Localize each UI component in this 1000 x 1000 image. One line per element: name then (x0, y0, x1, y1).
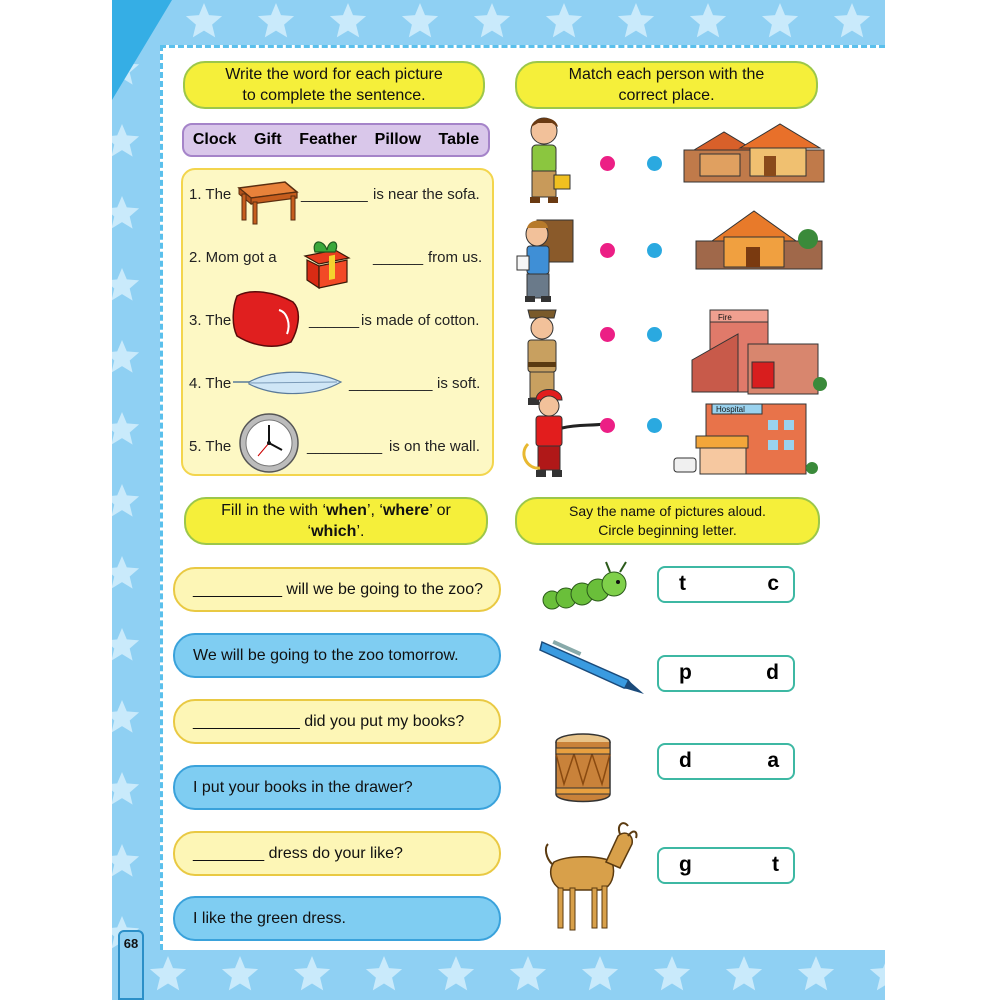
letter-option[interactable]: t (772, 853, 779, 876)
word-bank-item: Gift (254, 131, 282, 148)
star-shape (222, 956, 258, 990)
goat-icon (540, 818, 640, 936)
star-shape (150, 956, 186, 990)
question-row-2[interactable]: ____________ did you put my books? (173, 699, 501, 744)
section2-title (515, 61, 818, 109)
section4-title (515, 497, 820, 545)
sentence-5-end: is on the wall. (389, 438, 480, 455)
sentence-1-start: 1. The (189, 186, 232, 203)
question-row-1[interactable]: __________ will we be going to the zoo? (173, 567, 501, 612)
star-shape (186, 3, 222, 37)
question-row-3[interactable]: ________ dress do your like? (173, 831, 501, 876)
letter-choice-box-2 (657, 655, 795, 692)
match-dot-right-4[interactable] (647, 418, 662, 433)
star-shape (726, 956, 762, 990)
caterpillar-icon (540, 560, 636, 616)
star-shape (510, 956, 546, 990)
keyword-which: which (311, 523, 357, 540)
drum-icon (552, 730, 614, 804)
sentence-2-end: from us. (428, 249, 483, 266)
sentence-4-blank[interactable]: __________ (349, 375, 433, 392)
sentence-2-blank[interactable]: ______ (373, 249, 424, 266)
star-shape (366, 956, 402, 990)
letter-choice-box-4 (657, 847, 795, 884)
keyword-when: when (326, 502, 367, 519)
star-shape (112, 412, 139, 445)
answer-row-1: We will be going to the zoo tomorrow. (173, 633, 501, 678)
letter-option[interactable]: a (767, 749, 779, 772)
match-dot-left-3[interactable] (600, 327, 615, 342)
section4-title-line2: Circle beginning letter. (598, 522, 737, 538)
match-dot-left-1[interactable] (600, 156, 615, 171)
fire-station-sign: Fire (718, 313, 732, 322)
star-shape (402, 3, 438, 37)
star-shape (112, 700, 139, 733)
answer-row-2: I put your books in the drawer? (173, 765, 501, 810)
hospital-sign: Hospital (716, 405, 745, 414)
star-shape (474, 3, 510, 37)
match-dot-right-2[interactable] (647, 243, 662, 258)
hospital-building-icon (672, 400, 824, 480)
letter-choice-box-3 (657, 743, 795, 780)
star-shape (582, 956, 618, 990)
letter-option[interactable]: p (679, 661, 692, 684)
section3-title-line1: Fill in the with ‘when’, ‘where’ or (221, 502, 451, 519)
librarian-icon (518, 115, 574, 207)
gift-icon (301, 234, 353, 290)
sentence-3-end: is made of cotton. (361, 312, 480, 329)
sentence-1-blank[interactable]: ________ (301, 186, 368, 203)
star-shape (112, 124, 139, 157)
page-number: 68 (118, 930, 144, 1000)
word-bank-item: Feather (299, 131, 358, 148)
section1-title-line1: Write the word for each picture (225, 66, 443, 83)
sentence-4-start: 4. The (189, 375, 232, 392)
section3-title-line2: ‘which’. (307, 523, 365, 540)
fire-station-icon (688, 304, 830, 396)
section4-title-line1: Say the name of pictures aloud. (569, 503, 766, 519)
sentence-box (181, 168, 494, 476)
star-shape (258, 3, 294, 37)
star-shape (112, 844, 139, 877)
star-shape (438, 956, 474, 990)
pillow-icon (231, 288, 303, 350)
star-shape (834, 3, 870, 37)
star-shape (112, 556, 139, 589)
teacher-icon (515, 216, 577, 306)
sentence-1-end: is near the sofa. (373, 186, 480, 203)
letter-choice-box-1 (657, 566, 795, 603)
school-building-icon (692, 205, 826, 273)
letter-option[interactable]: c (767, 572, 779, 595)
section2-title-line1: Match each person with the (568, 66, 765, 83)
library-building-icon (680, 120, 830, 186)
word-bank-item: Table (438, 131, 480, 148)
letter-option[interactable]: g (679, 853, 692, 876)
match-dot-right-1[interactable] (647, 156, 662, 171)
word-bank-item: Clock (192, 131, 237, 148)
star-shape (690, 3, 726, 37)
section1-title (183, 61, 485, 109)
sentence-5-blank[interactable]: _________ (307, 438, 383, 455)
star-shape (654, 956, 690, 990)
star-shape (112, 196, 139, 229)
star-shape (330, 3, 366, 37)
star-shape (112, 772, 139, 805)
keyword-where: where (382, 502, 430, 519)
section3-title (184, 497, 488, 545)
feather-icon (231, 368, 343, 402)
star-shape (546, 3, 582, 37)
word-bank (182, 123, 490, 157)
section1-title-line2: to complete the sentence. (242, 87, 426, 104)
firefighter-icon (518, 384, 606, 480)
star-shape (112, 340, 139, 373)
letter-option[interactable]: d (766, 661, 779, 684)
star-shape (294, 956, 330, 990)
sentence-4-end: is soft. (437, 375, 481, 392)
pen-icon (538, 636, 648, 696)
star-shape (798, 956, 834, 990)
match-dot-left-4[interactable] (600, 418, 615, 433)
match-dot-right-3[interactable] (647, 327, 662, 342)
star-shape (112, 484, 139, 517)
star-shape (762, 3, 798, 37)
sentence-5-start: 5. The (189, 438, 232, 455)
table-icon (235, 176, 299, 226)
star-shape (112, 628, 139, 661)
match-dot-left-2[interactable] (600, 243, 615, 258)
star-shape (112, 268, 139, 301)
word-bank-item: Pillow (374, 131, 421, 148)
sentence-2-start: 2. Mom got a (189, 249, 277, 266)
sentence-3-start: 3. The (189, 312, 232, 329)
sentence-3-blank[interactable]: ______ (309, 312, 360, 329)
star-shape (870, 956, 885, 990)
letter-option[interactable]: t (679, 572, 686, 595)
letter-option[interactable]: d (679, 749, 692, 772)
clock-icon (238, 412, 300, 474)
answer-row-3: I like the green dress. (173, 896, 501, 941)
star-shape (618, 3, 654, 37)
section2-title-line2: correct place. (618, 87, 715, 104)
